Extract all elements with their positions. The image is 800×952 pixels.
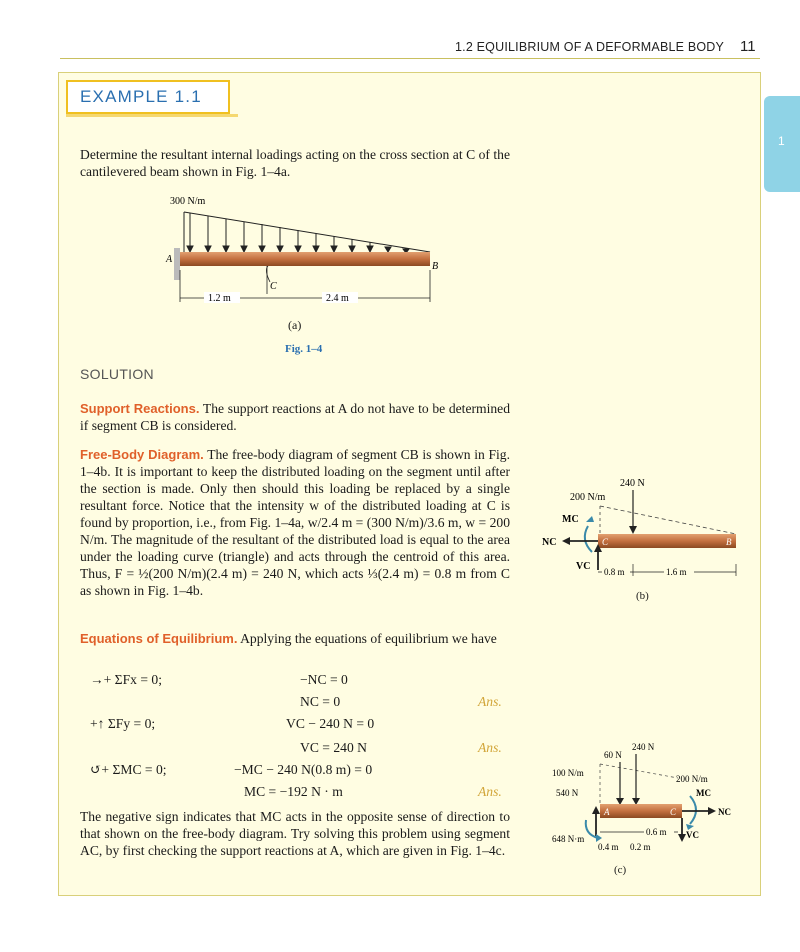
chapter-tab-label: 1 — [778, 134, 785, 148]
eq-nc: NC = 0 — [300, 694, 341, 709]
point-b-label-b: B — [726, 537, 732, 547]
answer-nc: Ans. — [478, 694, 502, 709]
load-label-a: 300 N/m — [170, 196, 206, 207]
load-left-label-c: 100 N/m — [552, 768, 584, 778]
problem-statement — [80, 146, 510, 180]
reaction-head-c — [592, 806, 600, 814]
dim-label-2-c: 0.6 m — [646, 827, 667, 837]
eq-vc: VC = 240 N — [300, 740, 367, 755]
point-a-label-c: A — [604, 807, 610, 817]
load-envelope-a — [184, 212, 430, 252]
dim-label-1-b: 0.8 m — [604, 567, 625, 577]
figure-c-caption: (c) — [614, 864, 627, 876]
free-body-diagram-paragraph — [80, 446, 510, 599]
wall-support-a — [174, 248, 180, 280]
point-b-label-a: B — [432, 261, 439, 272]
figure-b-caption: (b) — [636, 590, 649, 602]
nc-head-c — [708, 807, 716, 815]
equilibrium-paragraph — [80, 630, 510, 647]
eq-fy: VC − 240 N = 0 — [286, 716, 375, 731]
moment-arrow-b — [585, 526, 592, 552]
point-c-label-a: C — [270, 281, 277, 292]
negative-sign-paragraph — [80, 808, 510, 859]
support-reactions-text: The support reactions at A do not have to be determined if segment CB is considered. — [80, 401, 510, 433]
eq-label-fy: +↑ ΣFy = 0; — [90, 716, 156, 731]
dim-label-1-c: 0.4 m — [598, 842, 619, 852]
fbd-text-2: The magnitude of the resultant of the distributed load is equal to the area under the loading curve (triangle) and acts through the centroid of this area. Thus, F = ½(200 N/m)(2.4 m) = 240 N, which acts ⅓(2.4 m) = 0.8 m from C as shown in Fig. 1–4b. — [80, 532, 511, 598]
fbd-text-1: The free-body diagram of segment CB is shown in Fig. 1–4b. It is important to keep the distributed loading on the segment until after the section is made. Only then should this loading be replaced by a single resultant force. Notice that the intensity w of the distributed loading at C is found by proportion, i.e., from Fig. 1–4a, w/2.4 m = (300 N/m)/3.6 m, w = 200 N/m. — [80, 447, 510, 547]
answer-mc: Ans. — [478, 784, 502, 799]
moment-head-b — [586, 516, 594, 522]
dim-label-3-c: 0.2 m — [630, 842, 651, 852]
dim-label-2-a: 2.4 m — [326, 293, 349, 304]
figure-caption: Fig. 1–4 — [285, 343, 323, 355]
beam-a — [180, 252, 430, 266]
solution-heading: SOLUTION — [80, 366, 154, 382]
nc-label-b: NC — [542, 537, 557, 548]
header-rule — [60, 58, 760, 59]
example-title-rule — [66, 114, 238, 117]
support-reactions-heading: Support Reactions. — [80, 401, 200, 416]
vc-label-c: VC — [686, 830, 699, 840]
eq-fx: −NC = 0 — [300, 672, 348, 687]
force-240-head-b — [629, 526, 637, 534]
vc-head-c — [678, 834, 686, 842]
dim-label-2-b: 1.6 m — [666, 567, 687, 577]
mc-arrow-c — [690, 796, 696, 824]
answer-vc: Ans. — [478, 740, 502, 755]
point-a-label: A — [166, 254, 173, 265]
mc-label-b: MC — [562, 514, 579, 525]
free-body-diagram-heading: Free-Body Diagram. — [80, 447, 204, 462]
example-title: EXAMPLE 1.1 — [80, 87, 202, 106]
dim-label-1-a: 1.2 m — [208, 293, 231, 304]
mc-label-c: MC — [696, 788, 711, 798]
force-240-label-c: 240 N — [632, 742, 655, 752]
nc-label-c: NC — [718, 807, 731, 817]
problem-text: Determine the resultant internal loadings acting on the cross section at C of the cantilevered beam shown in Fig. 1–4a. — [80, 147, 510, 179]
eq-label-mc: ↺+ ΣMC = 0; — [90, 762, 167, 777]
eq-label-fx: →+ ΣFx = 0; — [90, 672, 162, 687]
eq-mc: −MC − 240 N(0.8 m) = 0 — [234, 762, 373, 777]
force-240-head-c — [632, 798, 640, 805]
equilibrium-heading: Equations of Equilibrium. — [80, 631, 238, 646]
figure-c — [550, 738, 750, 862]
reaction-label-c: 540 N — [556, 788, 579, 798]
nc-head-b — [562, 537, 570, 545]
load-arrows-a — [187, 213, 409, 253]
load-right-label-c: 200 N/m — [676, 774, 708, 784]
eq-mc-result: MC = −192 N · m — [244, 784, 343, 799]
load-label-b: 200 N/m — [570, 492, 606, 503]
load-envelope-b — [600, 506, 736, 534]
force-240-label-b: 240 N — [620, 478, 645, 489]
force-60-label-c: 60 N — [604, 750, 622, 760]
page-number: 11 — [740, 38, 756, 55]
equilibrium-text: Applying the equations of equilibrium we have — [240, 631, 497, 646]
moment-label-c: 648 N·m — [552, 834, 585, 844]
figure-b — [540, 476, 750, 586]
figure-a-caption: (a) — [288, 318, 302, 332]
support-reactions-paragraph — [80, 400, 510, 434]
reaction-moment-head-c — [596, 834, 602, 842]
figure-a — [160, 190, 450, 310]
load-envelope-c — [600, 764, 678, 778]
beam-b — [598, 534, 736, 548]
point-c-label-c: C — [670, 807, 677, 817]
chapter-tab — [764, 96, 800, 192]
running-header-title: 1.2 EQUILIBRIUM OF A DEFORMABLE BODY — [455, 40, 725, 54]
negative-sign-text: The negative sign indicates that MC acts in the opposite sense of direction to that shown on the free-body diagram. Try solving this problem using segment AC, by first checking the support reactions at A, which are given in Fig. 1–4c. — [80, 809, 510, 858]
vc-label-b: VC — [576, 561, 591, 572]
point-c-label-b: C — [602, 537, 609, 547]
force-60-head-c — [616, 798, 624, 805]
